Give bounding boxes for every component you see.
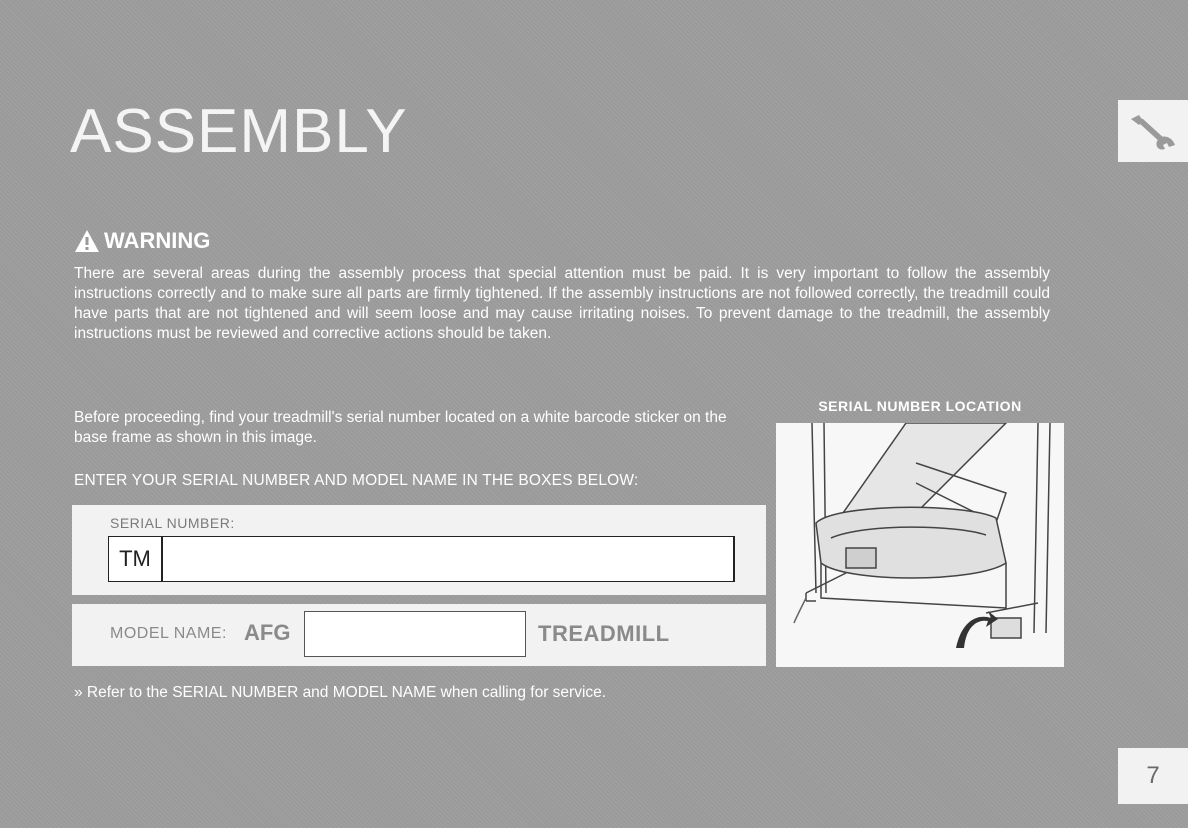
model-name-panel (72, 604, 766, 666)
page-number: 7 (1118, 748, 1188, 804)
wrench-icon (1127, 109, 1179, 153)
serial-location-caption: SERIAL NUMBER LOCATION (818, 398, 1022, 414)
warning-text: There are several areas during the assembly process that special attention must be paid. It is very important to follow the assembly instructions correctly and to make sure all parts are firmly tightened. If the assembly instructions are not followed correctly, the treadmill could have parts that are not tightened and will seem loose and may cause irritating noises. To prevent damage to the treadmill, the assembly instructions must be reviewed and corrective actions should be taken. (74, 265, 1050, 342)
warning-label: WARNING (104, 228, 211, 253)
intro-text: Before proceeding, find your treadmill's serial number located on a white barcode sticker on the base frame as shown in this image. (74, 409, 727, 446)
warning-heading (74, 228, 210, 254)
serial-number-panel (72, 505, 766, 595)
section-tab (1118, 100, 1188, 162)
page-title: ASSEMBLY (70, 97, 408, 166)
serial-prefix: TM (109, 537, 163, 581)
warning-triangle-icon (74, 229, 100, 253)
model-name-label: MODEL NAME: (110, 625, 227, 642)
enter-instruction: ENTER YOUR SERIAL NUMBER AND MODEL NAME IN THE BOXES BELOW: (74, 472, 639, 489)
serial-location-image (776, 423, 1064, 667)
model-suffix: TREADMILL (538, 621, 670, 646)
service-note: » Refer to the SERIAL NUMBER and MODEL NAME when calling for service. (74, 684, 607, 701)
treadmill-illustration (776, 423, 1064, 667)
model-name-field[interactable] (304, 611, 526, 657)
serial-number-label: SERIAL NUMBER: (110, 515, 235, 531)
model-prefix: AFG (244, 620, 291, 645)
serial-number-field[interactable] (108, 536, 735, 582)
